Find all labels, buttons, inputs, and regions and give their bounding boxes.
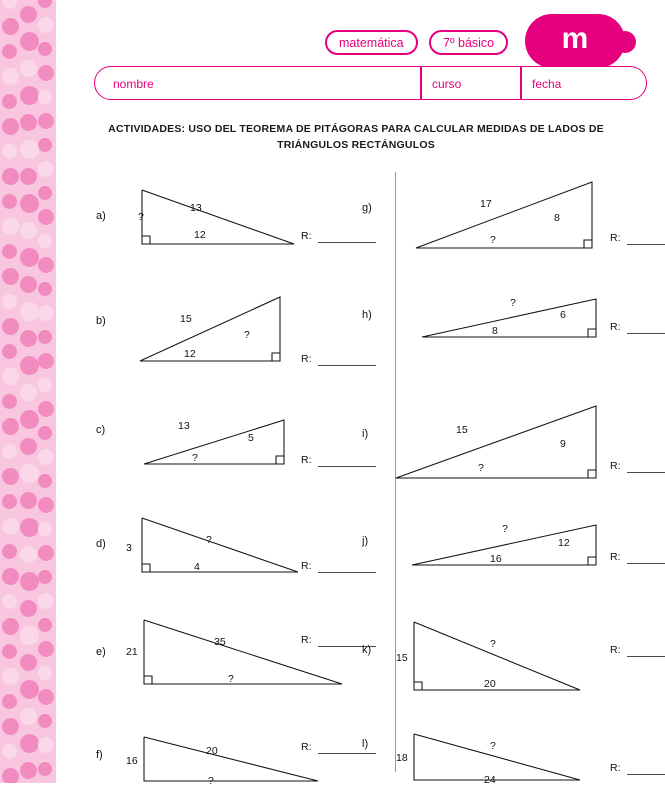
decorative-dot — [2, 144, 17, 159]
decorative-dot — [20, 86, 39, 105]
field-label-nombre: nombre — [113, 77, 154, 91]
decorative-dot — [20, 546, 37, 563]
decorative-dot — [38, 689, 54, 705]
exercise-h-answer-line — [627, 333, 665, 334]
decorative-dot — [20, 600, 37, 617]
decorative-dot — [38, 161, 54, 177]
decorative-dot — [2, 418, 19, 435]
decorative-dot — [20, 464, 39, 483]
decorative-dot — [38, 17, 54, 33]
decorative-dot — [2, 568, 19, 585]
decorative-dot — [38, 522, 52, 536]
decorative-dot — [38, 666, 52, 680]
decorative-dot — [2, 18, 19, 35]
decorative-dot — [38, 282, 52, 296]
exercise-label-g: g) — [362, 202, 372, 214]
exercise-label-a: a) — [96, 210, 106, 222]
exercise-a-label-0: ? — [138, 211, 144, 223]
decorative-dot — [2, 218, 19, 235]
decorative-dot — [2, 468, 19, 485]
decorative-left-band — [0, 0, 66, 783]
exercise-label-h: h) — [362, 309, 372, 321]
decorative-dot — [2, 518, 19, 535]
exercise-b-label-1: ? — [244, 329, 250, 341]
decorative-dot — [2, 694, 17, 709]
exercise-label-i: i) — [362, 428, 369, 440]
decorative-dot — [2, 268, 19, 285]
decorative-dot — [20, 384, 37, 401]
decorative-dot — [20, 276, 37, 293]
decorative-dot — [38, 234, 52, 248]
exercise-label-c: c) — [96, 424, 106, 436]
decorative-dot — [20, 140, 39, 159]
exercise-a-label-2: 12 — [194, 229, 206, 241]
decorative-dot — [38, 0, 52, 8]
decorative-dot — [38, 426, 52, 440]
decorative-dot — [20, 492, 37, 509]
worksheet-body — [66, 0, 665, 787]
field-label-fecha: fecha — [532, 77, 562, 91]
exercise-j-answer-line — [627, 563, 665, 564]
decorative-dot — [2, 644, 17, 659]
exercise-b-label-0: 15 — [180, 313, 192, 325]
decorative-dot — [20, 6, 37, 23]
exercise-a — [96, 180, 376, 260]
decorative-dot — [38, 257, 54, 273]
exercise-i-label-0: 15 — [456, 424, 468, 436]
decorative-dot — [38, 570, 52, 584]
exercise-i-answer-label: R: — [610, 460, 621, 472]
exercise-g-answer-line — [627, 244, 665, 245]
exercise-i-answer-line — [627, 472, 665, 473]
decorative-dot — [20, 60, 37, 77]
decorative-dot — [20, 248, 39, 267]
decorative-dot — [2, 244, 17, 259]
decorative-dot — [38, 593, 54, 609]
decorative-dot — [20, 356, 39, 375]
decorative-dot — [38, 474, 52, 488]
exercise-b-answer-label: R: — [301, 353, 312, 365]
decorative-dot — [2, 394, 17, 409]
decorative-dot — [38, 330, 52, 344]
exercise-label-l: l) — [362, 738, 369, 750]
level-tag: 7º básico — [429, 30, 508, 55]
exercise-d-label-2: 4 — [194, 561, 200, 573]
exercise-label-f: f) — [96, 749, 103, 761]
decorative-dot — [20, 572, 39, 591]
decorative-dot — [38, 449, 54, 465]
exercise-l-label-1: ? — [490, 740, 496, 752]
decorative-dot — [38, 305, 54, 321]
exercise-label-d: d) — [96, 538, 106, 550]
exercise-g-answer-label: R: — [610, 232, 621, 244]
exercise-l-answer-label: R: — [610, 762, 621, 774]
exercise-i-label-2: ? — [478, 462, 484, 474]
decorative-dot — [38, 737, 54, 753]
decorative-dot — [38, 762, 52, 776]
decorative-dot — [2, 344, 17, 359]
decorative-dot — [38, 138, 52, 152]
decorative-dot — [38, 209, 54, 225]
exercise-k — [362, 612, 662, 707]
exercise-e-label-1: 35 — [214, 636, 226, 648]
exercise-k-answer-label: R: — [610, 644, 621, 656]
exercise-b-answer-line — [318, 365, 376, 366]
exercise-b — [96, 295, 376, 385]
decorative-dot — [20, 762, 37, 779]
exercise-i — [362, 400, 662, 490]
exercise-c-label-1: 5 — [248, 432, 254, 444]
decorative-dot — [20, 410, 39, 429]
decorative-dot — [20, 708, 37, 725]
decorative-dot — [20, 330, 37, 347]
exercise-c-label-2: ? — [192, 452, 198, 464]
exercise-f-label-2: ? — [208, 775, 214, 787]
exercise-d — [96, 510, 376, 590]
decorative-dot — [38, 545, 54, 561]
decorative-dot — [20, 168, 37, 185]
decorative-dot — [2, 94, 17, 109]
exercise-j-label-0: ? — [502, 523, 508, 535]
decorative-dot — [20, 114, 37, 131]
decorative-dot — [2, 444, 17, 459]
exercise-d-label-1: ? — [206, 534, 212, 546]
exercise-e-label-0: 21 — [126, 646, 138, 658]
decorative-dot — [20, 438, 37, 455]
exercise-c-label-0: 13 — [178, 420, 190, 432]
exercise-f-label-0: 16 — [126, 755, 138, 767]
exercise-j-label-1: 12 — [558, 537, 570, 549]
exercise-g-label-0: 17 — [480, 198, 492, 210]
decorative-dot — [20, 222, 37, 239]
exercise-h-label-2: 8 — [492, 325, 498, 337]
decorative-dot — [2, 768, 19, 783]
decorative-dot — [2, 618, 19, 635]
decorative-dot — [2, 118, 19, 135]
decorative-dot — [2, 294, 17, 309]
instructions-text: ACTIVIDADES: USO DEL TEOREMA DE PITÁGORAS PARA CALCULAR MEDIDAS DE LADOS DE TRIÁNGULOS RECTÁNGULOS — [108, 123, 604, 151]
exercise-l-answer-line — [627, 774, 665, 775]
exercise-g-label-2: ? — [490, 234, 496, 246]
exercise-f-label-1: 20 — [206, 745, 218, 757]
exercise-l-label-2: 24 — [484, 774, 496, 786]
decorative-dot — [2, 594, 17, 609]
exercise-d-answer-label: R: — [301, 560, 312, 572]
decorative-dot — [2, 44, 17, 59]
decorative-dot — [38, 401, 54, 417]
exercise-g — [362, 180, 662, 260]
exercise-e — [96, 608, 386, 703]
decorative-dot — [20, 194, 39, 213]
decorative-dot — [2, 68, 19, 85]
exercise-a-answer-label: R: — [301, 230, 312, 242]
exercise-i-label-1: 9 — [560, 438, 566, 450]
exercise-k-label-0: 15 — [396, 652, 408, 664]
decorative-dot — [20, 518, 39, 537]
decorative-dot — [2, 744, 17, 759]
exercise-f — [96, 735, 386, 787]
exercise-l-label-0: 18 — [396, 752, 408, 764]
exercise-g-label-1: 8 — [554, 212, 560, 224]
subject-tag: matemática — [325, 30, 418, 55]
decorative-dot — [38, 378, 52, 392]
exercise-label-j: j) — [362, 535, 369, 547]
decorative-dot — [20, 734, 39, 753]
exercise-label-b: b) — [96, 315, 106, 327]
decorative-dot — [38, 714, 52, 728]
decorative-dot — [2, 194, 17, 209]
decorative-dot — [2, 718, 19, 735]
decorative-dot — [38, 113, 54, 129]
decorative-dot — [2, 168, 19, 185]
exercise-a-label-1: 13 — [190, 202, 202, 214]
decorative-dot — [2, 318, 19, 335]
decorative-dot — [20, 654, 37, 671]
exercise-h-label-1: 6 — [560, 309, 566, 321]
decorative-dot — [38, 497, 54, 513]
exercise-e-label-2: ? — [228, 673, 234, 685]
band-white-stripe — [56, 0, 66, 783]
exercise-k-label-1: ? — [490, 638, 496, 650]
logo-letter: m — [561, 22, 589, 55]
exercise-f-answer-label: R: — [301, 741, 312, 753]
decorative-dot — [2, 0, 17, 9]
decorative-dot — [20, 626, 39, 645]
decorative-dot — [2, 668, 19, 685]
decorative-dot — [20, 32, 39, 51]
decorative-dot — [2, 494, 17, 509]
exercise-d-label-0: 3 — [126, 542, 132, 554]
exercise-b-label-2: 12 — [184, 348, 196, 360]
decorative-dot — [20, 302, 39, 321]
exercise-c — [96, 410, 376, 485]
exercise-k-answer-line — [627, 656, 665, 657]
decorative-dot — [38, 641, 54, 657]
exercise-h — [362, 295, 662, 355]
decorative-dot — [38, 42, 52, 56]
exercise-j-label-2: 16 — [490, 553, 502, 565]
exercise-j-answer-label: R: — [610, 551, 621, 563]
decorative-dot — [2, 368, 19, 385]
decorative-dot — [38, 65, 54, 81]
exercise-label-e: e) — [96, 646, 106, 658]
exercise-label-k: k) — [362, 644, 372, 656]
field-label-curso: curso — [432, 77, 462, 91]
decorative-dot — [38, 186, 52, 200]
exercise-h-answer-label: R: — [610, 321, 621, 333]
exercise-k-label-2: 20 — [484, 678, 496, 690]
exercise-h-label-0: ? — [510, 297, 516, 309]
decorative-dot — [38, 90, 52, 104]
exercise-j — [362, 513, 662, 578]
decorative-dot — [38, 353, 54, 369]
exercise-c-answer-label: R: — [301, 454, 312, 466]
decorative-dot — [2, 544, 17, 559]
exercise-l — [362, 730, 662, 786]
decorative-dot — [38, 618, 52, 632]
decorative-dot — [20, 680, 39, 699]
exercise-e-answer-label: R: — [301, 634, 312, 646]
